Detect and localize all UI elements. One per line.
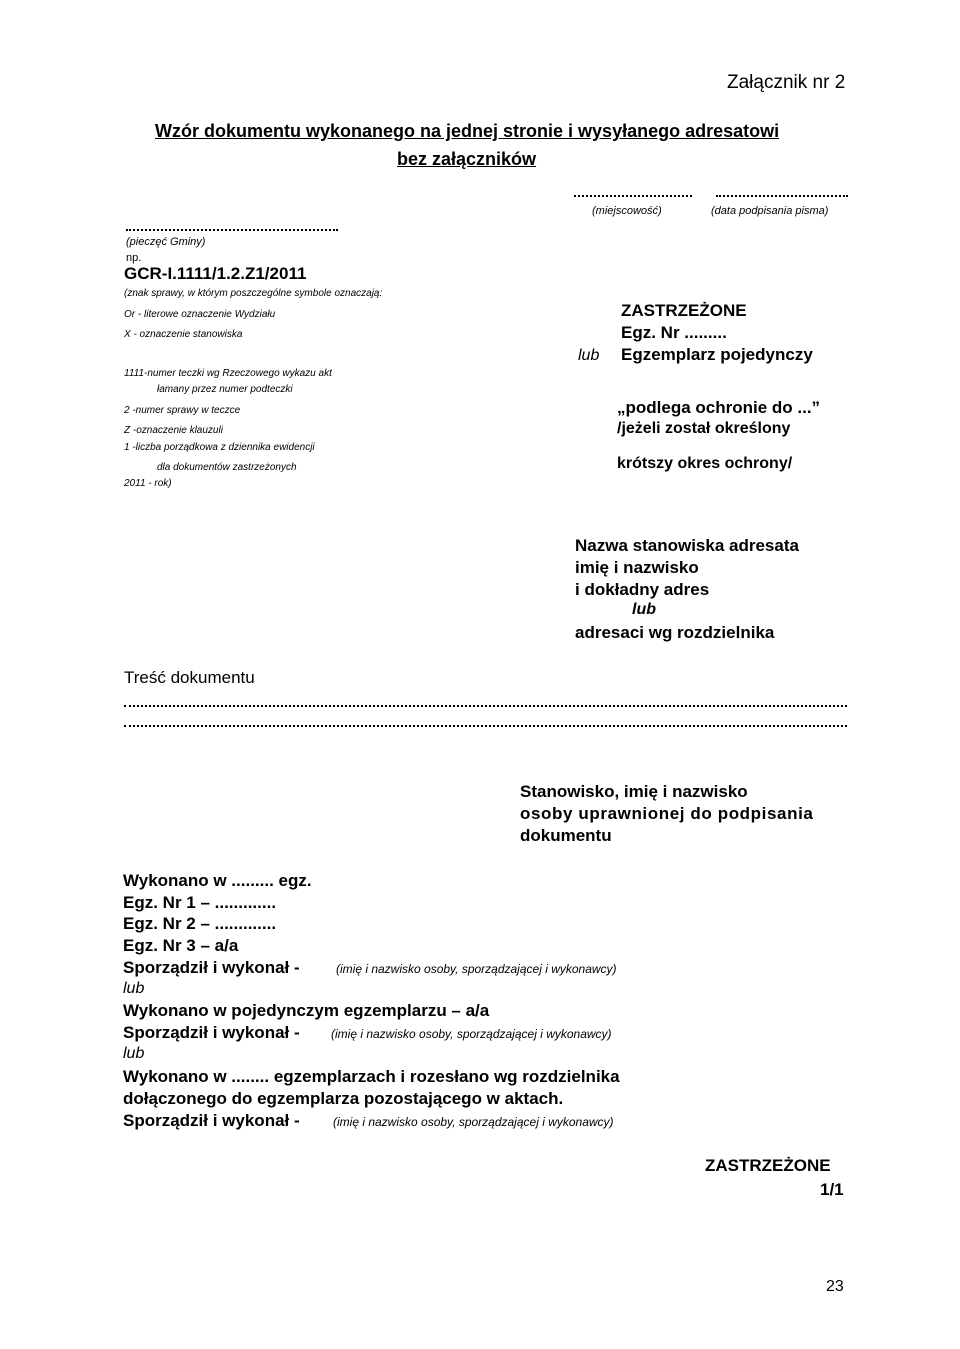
signatory-line: Stanowisko, imię i nazwisko <box>520 782 748 801</box>
bottom-classification: ZASTRZEŻONE <box>705 1156 831 1175</box>
prepared-by-hint: (imię i nazwisko osoby, sporządzającej i wykonawcy) <box>333 1115 614 1129</box>
prepared-by-hint: (imię i nazwisko osoby, sporządzającej i wykonawcy) <box>336 962 617 976</box>
signatory-line: dokumentu <box>520 826 612 845</box>
protection-line: /jeżeli został określony <box>617 420 791 437</box>
addressee-line: adresaci wg rozdzielnika <box>575 623 775 642</box>
copy-line: Egz. Nr 1 – ............. <box>123 893 277 912</box>
legend-line: X - oznaczenie stanowiska <box>124 329 243 340</box>
date-caption: (data podpisania pisma) <box>711 205 829 217</box>
or-word: lub <box>123 1045 145 1062</box>
or-word: lub <box>123 980 145 997</box>
prepared-by-label: Sporządził i wykonał - <box>123 1111 300 1130</box>
case-code: GCR-I.1111/1.2.Z1/2011 <box>124 264 307 283</box>
stamp-dotted-line <box>126 229 338 231</box>
or-word: lub <box>578 347 600 364</box>
legend-line: Z -oznaczenie klauzuli <box>124 425 223 436</box>
page-fraction: 1/1 <box>820 1180 844 1199</box>
document-title-line2: bez załączników <box>397 149 537 169</box>
classification-label: ZASTRZEŻONE <box>621 301 747 320</box>
content-dotted-line <box>124 725 847 727</box>
legend-line: Or - literowe oznaczenie Wydziału <box>124 309 276 320</box>
legend-line: 1 -liczba porządkowa z dziennika ewidencji <box>124 442 315 453</box>
attachment-label: Załącznik nr 2 <box>727 72 846 93</box>
addressee-line: Nazwa stanowiska adresata <box>575 536 799 555</box>
copy-number: Egz. Nr ......... <box>621 323 727 342</box>
legend-line: (znak sprawy, w którym poszczególne symbole oznaczają: <box>124 288 383 299</box>
single-made-line: Wykonano w pojedynczym egzemplarzu – a/a <box>123 1001 490 1020</box>
content-label: Treść dokumentu <box>124 668 255 687</box>
place-caption: (miejscowość) <box>592 205 662 217</box>
date-dotted-line <box>716 195 848 197</box>
prepared-by-label: Sporządził i wykonał - <box>123 958 300 977</box>
addressee-line: imię i nazwisko <box>575 558 699 577</box>
copy-line: Egz. Nr 2 – ............. <box>123 914 277 933</box>
document-title-line1: Wzór dokumentu wykonanego na jednej stronie i wysyłanego adresatowi <box>155 121 780 141</box>
stamp-caption: (pieczęć Gminy) <box>126 236 206 248</box>
copy-line: Egz. Nr 3 – a/a <box>123 936 239 955</box>
legend-line: łamany przez numer podteczki <box>157 384 293 395</box>
prepared-by-hint: (imię i nazwisko osoby, sporządzającej i wykonawcy) <box>331 1027 612 1041</box>
prepared-by-label: Sporządził i wykonał - <box>123 1023 300 1042</box>
place-dotted-line <box>574 195 692 197</box>
legend-line: dla dokumentów zastrzeżonych <box>157 462 297 473</box>
protection-line: krótszy okres ochrony/ <box>617 455 793 472</box>
addressee-line: i dokładny adres <box>575 580 710 599</box>
distribution-line: dołączonego do egzemplarza pozostającego w aktach. <box>123 1089 564 1108</box>
signatory-line: osoby uprawnionej do podpisania <box>520 804 814 823</box>
legend-line: 1111-numer teczki wg Rzeczowego wykazu akt <box>124 368 332 379</box>
distribution-line: Wykonano w ........ egzemplarzach i rozesłano wg rozdzielnika <box>123 1067 620 1086</box>
made-in-line: Wykonano w ......... egz. <box>123 871 312 890</box>
legend-line: 2 -numer sprawy w teczce <box>124 405 241 416</box>
addressee-or: lub <box>632 601 656 618</box>
page-number: 23 <box>826 1278 844 1295</box>
example-prefix: np. <box>126 252 142 264</box>
content-dotted-line <box>124 705 847 707</box>
protection-line: „podlega ochronie do ...” <box>617 398 821 417</box>
single-copy-label: Egzemplarz pojedynczy <box>621 345 813 364</box>
legend-line: 2011 - rok) <box>124 478 172 489</box>
